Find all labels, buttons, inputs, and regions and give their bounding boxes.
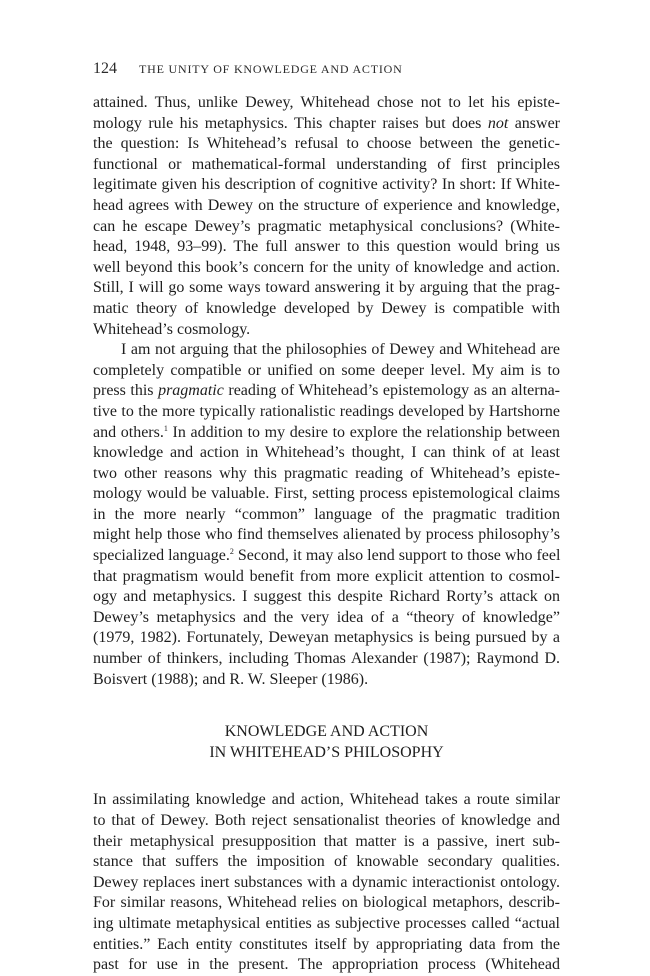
- text-line: well beyond this book’s concern for the unity of knowledge and action.: [93, 258, 560, 276]
- text-line: knowledge and action in Whitehead’s thought, I can think of at least: [93, 444, 560, 462]
- text-line: attained. Thus, unlike Dewey, Whitehead chose not to let his episte-: [93, 94, 560, 111]
- footnote-marker[interactable]: 1: [163, 423, 168, 433]
- paragraph-2: [93, 340, 560, 690]
- text-line: head agrees with Dewey on the structure of experience and knowledge,: [93, 196, 560, 214]
- emphasis: not: [487, 114, 509, 132]
- text-line: mology would be valuable. First, setting process epistemological claims: [93, 485, 560, 503]
- page-number: 124: [93, 60, 117, 77]
- page-header: [93, 60, 403, 78]
- text-line: Whitehead’s cosmology.: [93, 320, 251, 338]
- text-line: For similar reasons, Whitehead relies on biological metaphors, describ-: [93, 894, 560, 912]
- text-line: that pragmatism would benefit from more explicit attention to cosmol-: [93, 567, 560, 585]
- text-line: and others.$^1$ In addition to my desire to explore the relationship between: [93, 423, 561, 441]
- text-line: number of thinkers, including Thomas Alexander (1987); Raymond D.: [93, 650, 560, 668]
- text-line: press this pragmatic reading of Whitehead’s epistemology as an alterna-: [93, 382, 561, 400]
- text-line: Dewey’s metaphysics and the very idea of a “theory of knowledge”: [93, 608, 560, 626]
- text-line: mology rule his metaphysics. This chapter raises but does not answer: [93, 114, 561, 132]
- text-line: ogy and metaphysics. I suggest this despite Richard Rorty’s attack on: [93, 588, 560, 606]
- text-line: completely compatible or unified on some deeper level. My aim is to: [93, 361, 560, 379]
- text-line: specialized language.$^2$ Second, it may also lend support to those who feel: [93, 547, 561, 565]
- section-heading-line: IN WHITEHEAD’S PHILOSOPHY: [209, 743, 444, 761]
- text-line: (1979, 1982). Fortunately, Deweyan metaphysics is being pursued by a: [93, 629, 560, 647]
- text-line: stance that suffers the imposition of knowable secondary qualities.: [93, 853, 560, 871]
- text-line: entities.” Each entity constitutes itself by appropriating data from the: [93, 935, 560, 953]
- paragraph-1: [93, 93, 560, 340]
- text-line: head, 1948, 93–99). The full answer to this question would bring us: [93, 238, 560, 256]
- footnote-marker[interactable]: 2: [229, 547, 234, 557]
- text-line: ing ultimate metaphysical entities as subjective processes called “actual: [93, 914, 560, 932]
- text-line: Still, I will go some ways toward answering it by arguing that the prag-: [93, 279, 560, 297]
- emphasis: pragmatic: [158, 382, 224, 400]
- text-line: the question: Is Whitehead’s refusal to choose between the genetic-: [93, 135, 560, 153]
- text-line: can he escape Dewey’s pragmatic metaphysical conclusions? (White-: [93, 217, 560, 235]
- text-line: to that of Dewey. Both reject sensationalist theories of knowledge and: [93, 812, 560, 829]
- section-heading-line: KNOWLEDGE AND ACTION: [224, 723, 429, 741]
- text-line: Dewey replaces inert substances with a dynamic interactionist ontology.: [93, 873, 560, 891]
- section-heading: [93, 722, 560, 763]
- text-line: past for use in the present. The appropriation process (Whitehead: [93, 956, 560, 974]
- paragraph-3: [93, 790, 560, 975]
- text-line: functional or mathematical-formal understanding of first principles: [93, 155, 560, 173]
- text-line: in the more nearly “common” language of the pragmatic tradition: [93, 505, 560, 523]
- text-line: legitimate given his description of cognitive activity? In short: If White-: [93, 176, 560, 194]
- running-title: THE UNITY OF KNOWLEDGE AND ACTION: [139, 62, 403, 76]
- body-text: [93, 93, 560, 976]
- text-line: In assimilating knowledge and action, Whitehead takes a route similar: [93, 791, 560, 809]
- text-line: might help those who find themselves alienated by process philosophy’s: [93, 526, 560, 544]
- text-line: matic theory of knowledge developed by Dewey is compatible with: [93, 299, 560, 317]
- text-line: Boisvert (1988); and R. W. Sleeper (1986).: [93, 670, 369, 688]
- text-line: I am not arguing that the philosophies of Dewey and Whitehead are: [121, 341, 560, 359]
- text-line: two other reasons why this pragmatic reading of Whitehead’s episte-: [93, 464, 560, 482]
- text-line: tive to the more typically rationalistic readings developed by Hartshorne: [93, 402, 560, 420]
- text-line: their metaphysical presupposition that matter is a passive, inert sub-: [93, 832, 560, 850]
